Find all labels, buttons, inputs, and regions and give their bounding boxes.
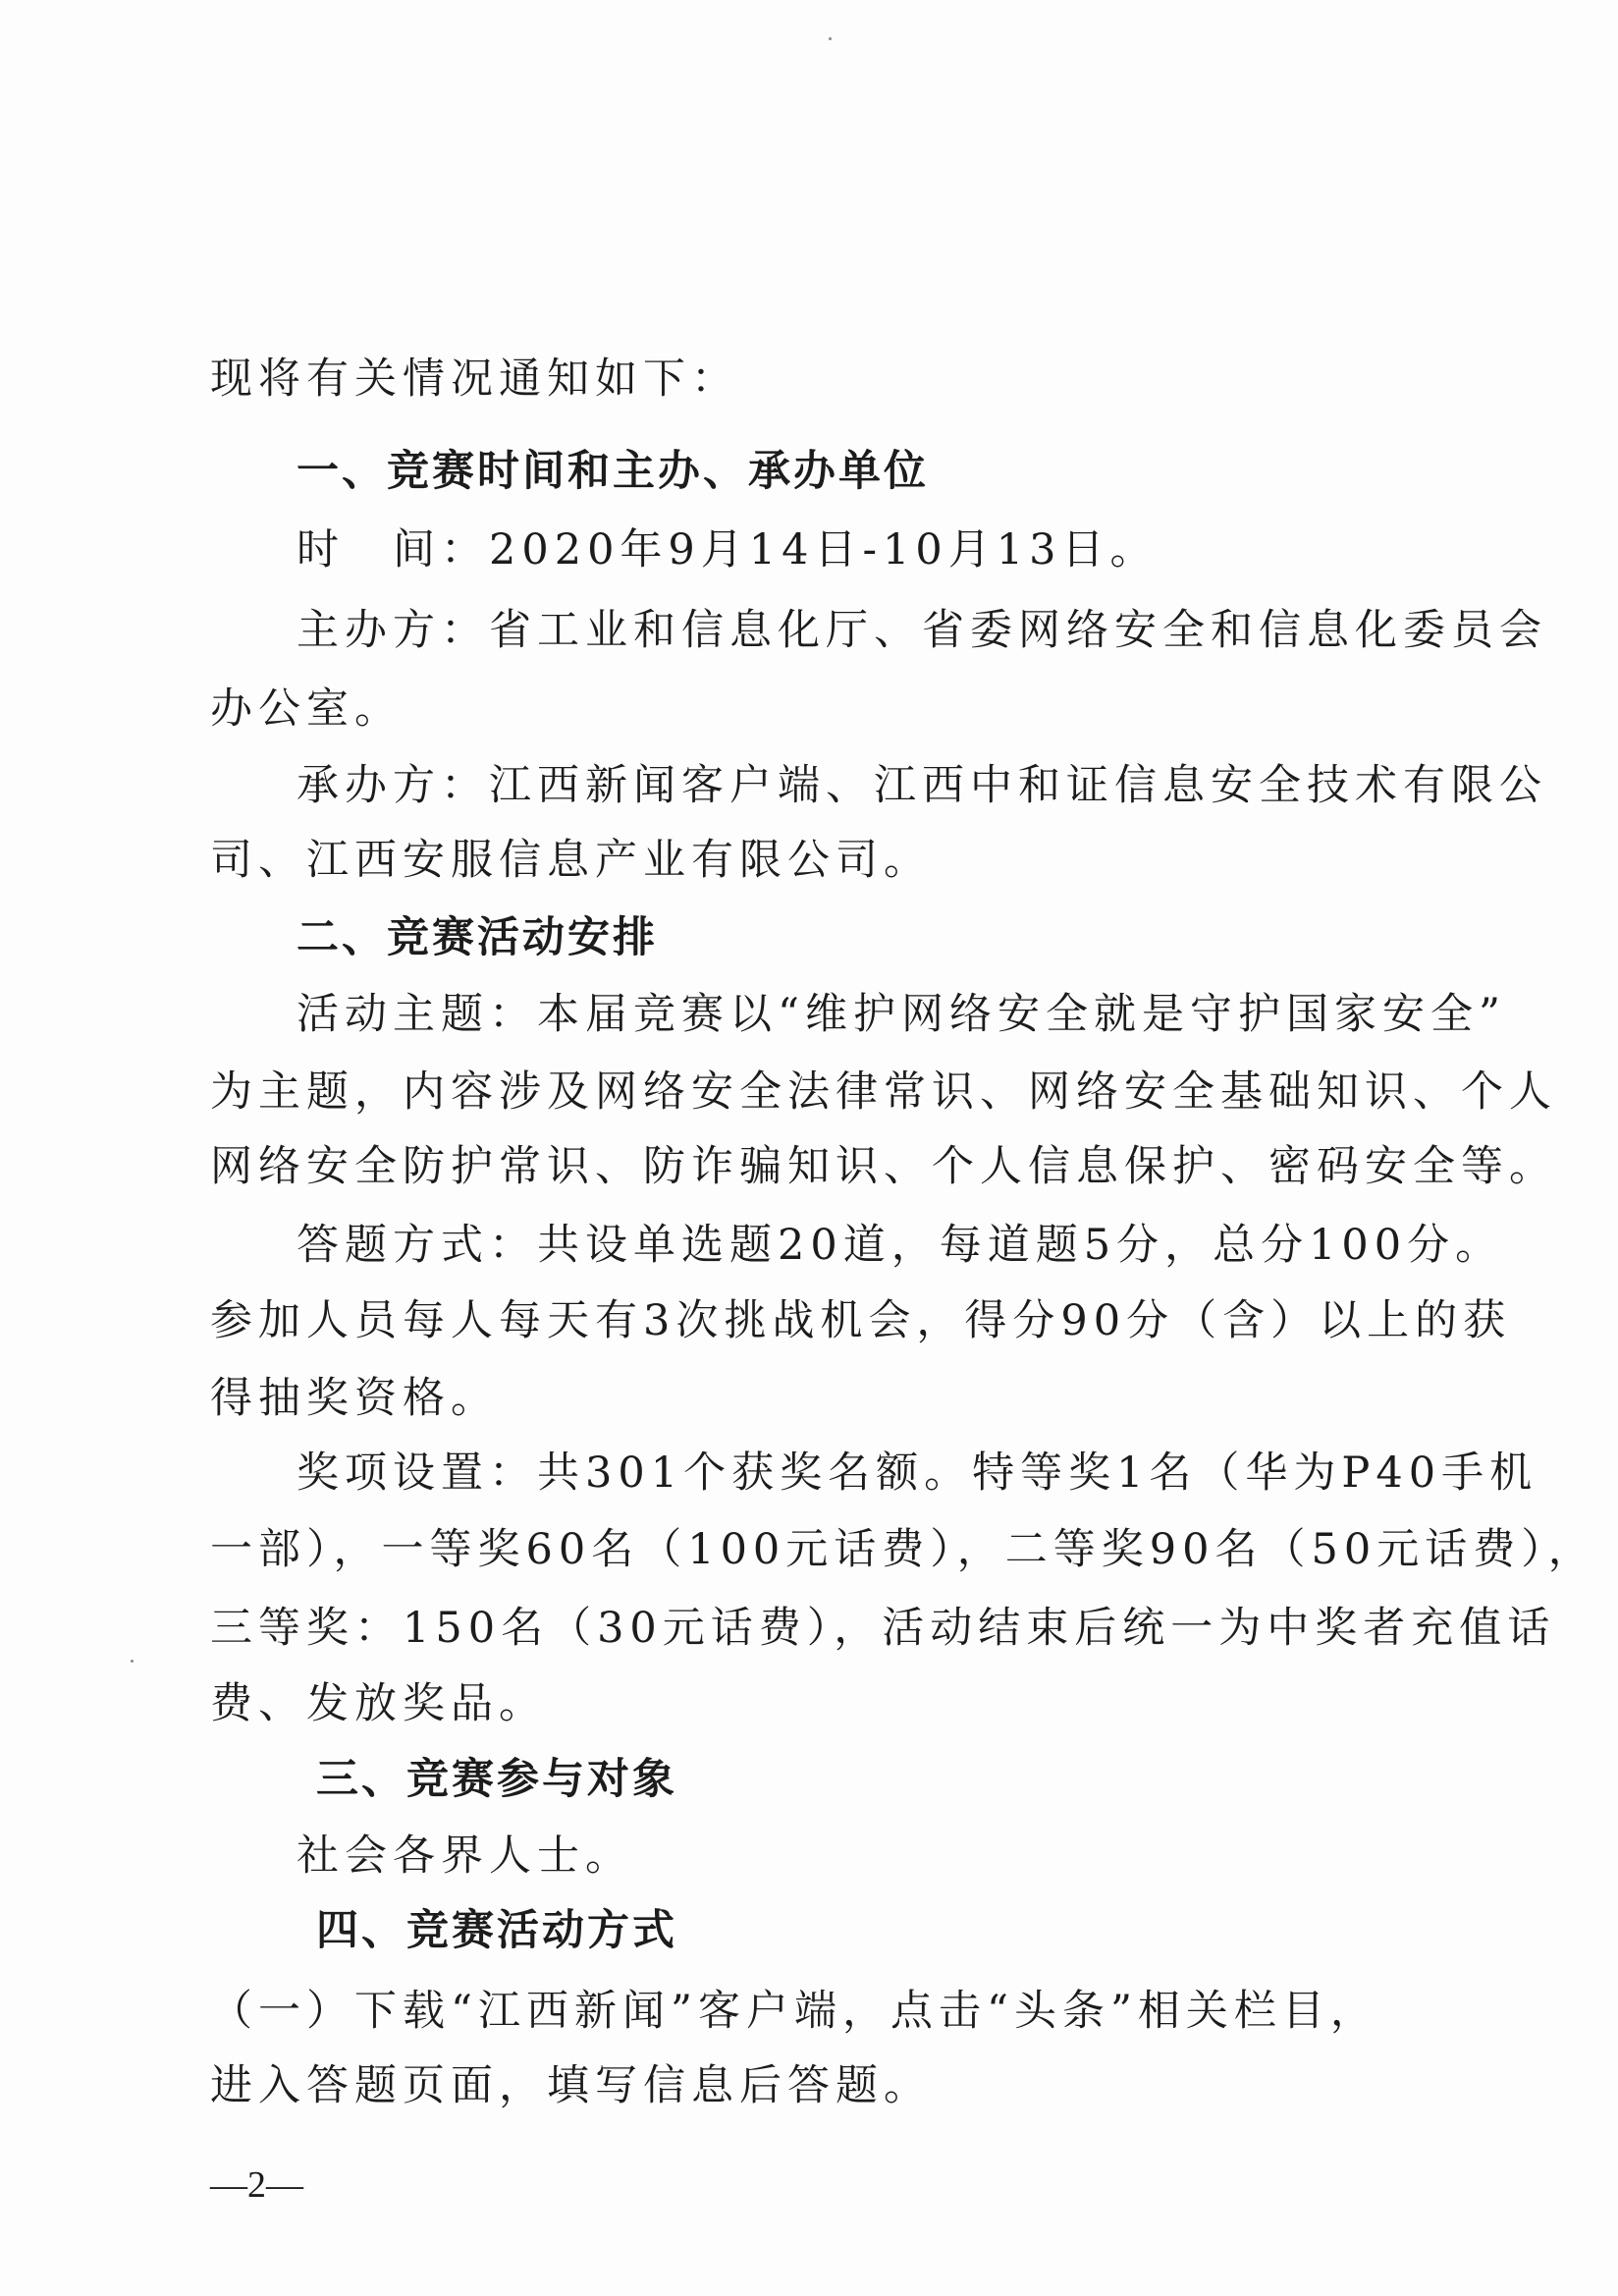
- paragraph-theme-cont-1: 为主题，内容涉及网络安全法律常识、网络安全基础知识、个人: [210, 1067, 1557, 1117]
- intro-line: 现将有关情况通知如下：: [210, 355, 739, 404]
- paragraph-organizer: 主办方：省工业和信息化厅、省委网络安全和信息化委员会: [297, 606, 1547, 655]
- paragraph-prizes: 奖项设置：共301个获奖名额。特等奖1名（华为P40手机: [297, 1449, 1538, 1498]
- paragraph-answer-method: 答题方式：共设单选题20道，每道题5分，总分100分。: [297, 1221, 1504, 1270]
- page-number: —2—: [210, 2164, 303, 2206]
- section-heading-2: 二、竞赛活动安排: [297, 913, 658, 962]
- paragraph-answer-method-cont-2: 得抽奖资格。: [210, 1374, 499, 1423]
- paragraph-undertaker: 承办方：江西新闻客户端、江西中和证信息安全技术有限公: [297, 761, 1547, 810]
- section-heading-3: 三、竞赛参与对象: [316, 1755, 677, 1804]
- section-heading-4: 四、竞赛活动方式: [316, 1906, 677, 1955]
- section-heading-1: 一、竞赛时间和主办、承办单位: [297, 447, 929, 496]
- paragraph-prizes-cont-2: 三等奖：150名（30元话费），活动结束后统一为中奖者充值话: [210, 1604, 1556, 1653]
- paragraph-prizes-cont-3: 费、发放奖品。: [210, 1679, 547, 1728]
- paragraph-method-1-cont: 进入答题页面，填写信息后答题。: [210, 2061, 932, 2110]
- paragraph-undertaker-cont: 司、江西安服信息产业有限公司。: [210, 836, 932, 885]
- paragraph-time: 时 间：2020年9月14日-10月13日。: [297, 525, 1159, 574]
- scan-speck: [131, 1660, 134, 1663]
- scan-speck: [829, 37, 832, 40]
- paragraph-organizer-cont: 办公室。: [210, 684, 403, 734]
- paragraph-prizes-cont-1: 一部），一等奖60名（100元话费），二等奖90名（50元话费），: [210, 1525, 1596, 1574]
- paragraph-answer-method-cont-1: 参加人员每人每天有3次挑战机会，得分90分（含）以上的获: [210, 1296, 1512, 1345]
- paragraph-theme-cont-2: 网络安全防护常识、防诈骗知识、个人信息保护、密码安全等。: [210, 1142, 1557, 1191]
- paragraph-theme: 活动主题：本届竞赛以“维护网络安全就是守护国家安全”: [297, 990, 1506, 1039]
- paragraph-method-1: （一）下载“江西新闻”客户端，点击“头条”相关栏目，: [210, 1987, 1378, 2036]
- paragraph-participants: 社会各界人士。: [297, 1831, 633, 1881]
